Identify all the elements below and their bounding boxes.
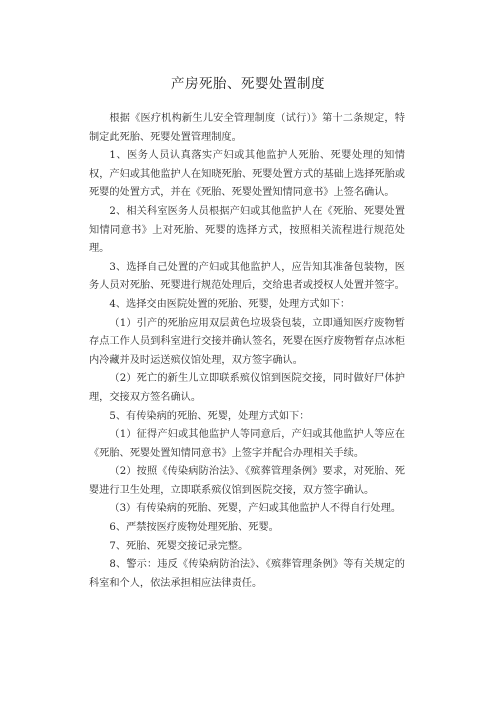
paragraph-5: 5、有传染病的死胎、死婴，处理方式如下：: [109, 410, 310, 422]
paragraph-5-2: （2）按照《传染病防治法》、《殡葬管理条例》要求，对死胎、死婴进行卫生处理，立即联系殡仪馆到医院交接，双方签字确认。: [89, 466, 405, 496]
paragraph-5-1: （1）征得产妇或其他监护人等同意后，产妇或其他监护人等应在《死胎、死婴处置知情同意书》上签字并配合办理相关手续。: [89, 429, 405, 459]
paragraph-6: 6、严禁按医疗废物处理死胎、死婴。: [109, 522, 279, 534]
paragraph-8: 8、警示：违反《传染病防治法》、《殡葬管理条例》等有关规定的科室和个人，依法承担相应法律责任。: [89, 559, 405, 589]
paragraph-3: 3、选择自己处置的产妇或其他监护人，应告知其准备包装物，医务人员对死胎、死婴进行规范处理后，交给患者或授权人处置并签字。: [89, 261, 405, 292]
paragraph-intro: 根据《医疗机构新生儿安全管理制度（试行）》第十二条规定，特制定此死胎、死婴处置管理制度。: [89, 113, 405, 143]
paragraph-5-3: （3）有传染病的死胎、死婴，产妇或其他监护人不得自行处理。: [109, 503, 402, 515]
document-title: 产房死胎、死婴处置制度: [171, 76, 325, 92]
document-body: [89, 110, 405, 593]
paragraph-4-2: （2）死亡的新生儿立即联系殡仪馆到医院交接，同时做好尸体护理，交接双方签名确认。: [89, 373, 405, 403]
paragraph-2: 2、相关科室医务人员根据产妇或其他监护人在《死胎、死婴处置知情同意书》上对死胎、死婴的选择方式，按照相关流程进行规范处理。: [89, 205, 405, 255]
paragraph-4-1: （1）引产的死胎应用双层黄色垃圾袋包装，立即通知医疗废物暂存点工作人员到科室进行交接并确认签名，死婴在医疗废物暂存点冰柜内冷藏并及时运送殡仪馆处理，双方签字确认。: [89, 317, 405, 366]
paragraph-4: 4、选择交由医院处置的死胎、死婴，处理方式如下：: [109, 298, 351, 310]
paragraph-1: 1、医务人员认真落实产妇或其他监护人死胎、死婴处理的知情权，产妇或其他监护人在知晓死胎、死婴处置方式的基础上选择死胎或死婴的处置方式，并在《死胎、死婴处置知情同意书》上签名确认。: [89, 150, 405, 199]
paragraph-7: 7、死胎、死婴交接记录完整。: [109, 540, 249, 552]
